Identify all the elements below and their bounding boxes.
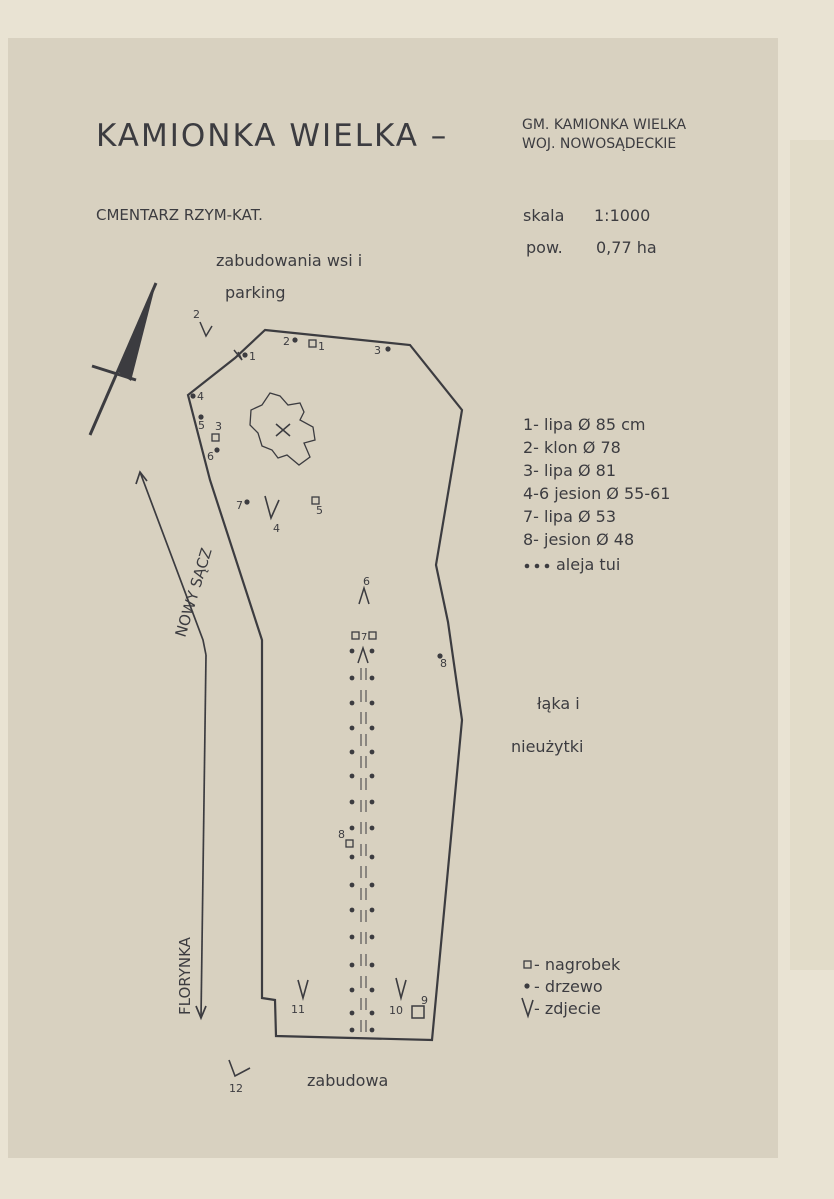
north-surroundings-line2: parking: [225, 283, 286, 302]
road-label-florynka: FLORYNKA: [176, 937, 194, 1015]
svg-text:3: 3: [215, 420, 222, 433]
legend-photo-icon: [522, 998, 533, 1016]
legend-grave-icon: [524, 961, 531, 968]
grave-marker: [312, 497, 323, 517]
tree-key-5: 7- lipa Ø 53: [523, 507, 617, 526]
svg-text:7: 7: [361, 632, 368, 643]
svg-text:6: 6: [363, 575, 370, 588]
svg-text:2: 2: [283, 335, 290, 348]
north-surroundings-line1: zabudowania wsi i: [216, 251, 363, 270]
grave-marker: [352, 632, 376, 643]
tree-marker: [236, 499, 250, 512]
grave-marker: [212, 420, 222, 441]
wojewodztwo-label: WOJ. NOWOSĄDECKIE: [522, 136, 677, 152]
tree-key-3: 3- lipa Ø 81: [523, 461, 617, 480]
svg-text:4: 4: [197, 390, 204, 403]
tree-key-alley: aleja tui: [556, 555, 621, 574]
legend-tree-label: - drzewo: [534, 977, 603, 996]
svg-text:1: 1: [318, 340, 325, 353]
svg-text:1: 1: [249, 350, 256, 363]
svg-text:5: 5: [316, 504, 323, 517]
east-surroundings-line1: łąka i: [537, 694, 580, 713]
svg-text:3: 3: [374, 344, 381, 357]
tree-marker: [198, 414, 205, 432]
tree-marker: [437, 653, 447, 670]
svg-text:5: 5: [198, 419, 205, 432]
svg-text:2: 2: [193, 308, 200, 321]
east-surroundings-line2: nieużytki: [511, 737, 584, 756]
svg-text:4: 4: [273, 522, 280, 535]
road-arrow-south: [196, 655, 206, 1018]
tree-key-2: 2- klon Ø 78: [523, 438, 621, 457]
svg-text:8: 8: [440, 657, 447, 670]
area-value: 0,77 ha: [596, 238, 657, 257]
cemetery-boundary: [188, 330, 462, 1040]
cross-icon: [276, 424, 290, 436]
gmina-label: GM. KAMIONKA WIELKA: [522, 117, 687, 133]
svg-text:8: 8: [338, 828, 345, 841]
cemetery-type-label: CMENTARZ RZYM-KAT.: [96, 206, 263, 224]
photo-point-icon: [229, 1060, 250, 1095]
svg-text:6: 6: [207, 450, 214, 463]
photo-point-icon: [193, 308, 212, 336]
alley-symbol-icon: [525, 564, 550, 569]
grave-marker: [309, 340, 325, 353]
scale-label: skala: [523, 206, 565, 225]
svg-text:11: 11: [291, 1003, 305, 1016]
photo-point-icon: [291, 980, 308, 1016]
photo-point-icon: [265, 496, 280, 535]
tree-marker: [207, 447, 220, 463]
tree-key-1: 1- lipa Ø 85 cm: [523, 415, 646, 434]
grave-marker: [338, 828, 353, 847]
south-surroundings: zabudowa: [307, 1071, 389, 1090]
photo-point-icon: [359, 575, 370, 604]
photo-point-icon: [389, 978, 406, 1017]
svg-text:10: 10: [389, 1004, 403, 1017]
legend-grave-label: - nagrobek: [534, 955, 621, 974]
tree-marker: [242, 350, 256, 363]
tree-marker: [374, 344, 391, 357]
map-title: KAMIONKA WIELKA –: [96, 118, 449, 154]
tree-marker: [283, 335, 298, 348]
grave-marker: [412, 994, 428, 1018]
svg-text:7: 7: [236, 499, 243, 512]
svg-text:12: 12: [229, 1082, 243, 1095]
tree-key-4: 4-6 jesion Ø 55-61: [523, 484, 671, 503]
photo-point-icon: [358, 648, 368, 663]
road-label-nowy-sacz: NOWY SĄCZ: [171, 545, 216, 640]
north-arrow-icon: [90, 283, 156, 435]
svg-text:9: 9: [421, 994, 428, 1007]
tree-key-6: 8- jesion Ø 48: [523, 530, 635, 549]
legend-tree-icon: [524, 983, 529, 988]
scale-value: 1:1000: [594, 206, 651, 225]
area-label: pow.: [526, 238, 563, 257]
legend-photo-label: - zdjecie: [534, 999, 601, 1018]
